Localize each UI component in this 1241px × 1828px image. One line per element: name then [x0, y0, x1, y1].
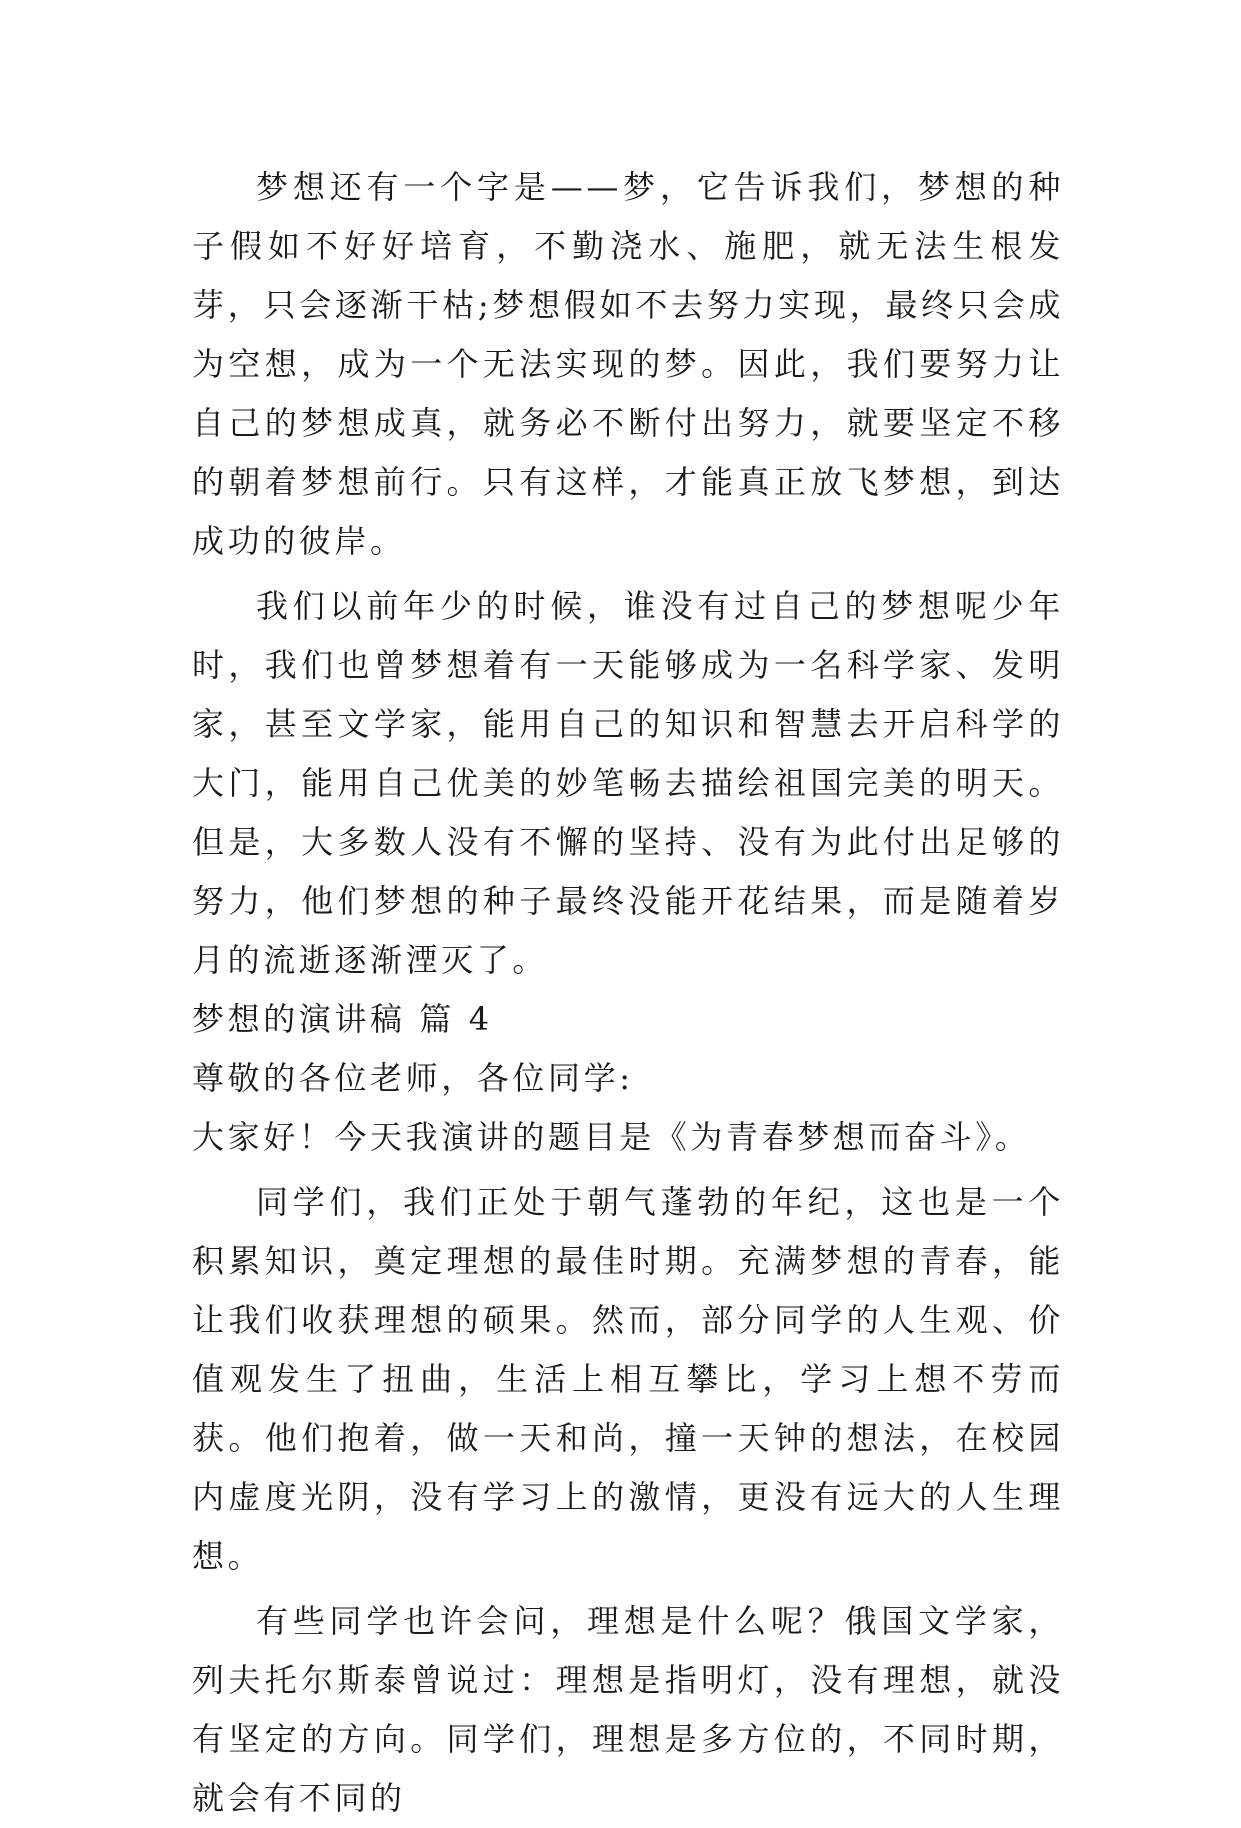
document-body — [192, 158, 1064, 1828]
intro-line: 大家好！今天我演讲的题目是《为青春梦想而奋斗》。 — [192, 1118, 1031, 1156]
paragraph: 有些同学也许会问，理想是什么呢？俄国文学家，列夫托尔斯泰曾说过：理想是指明灯，没有理想，就没有坚定的方向。同学们，理想是多方位的，不同时期，就会有不同的 — [192, 1602, 1064, 1817]
greeting: 尊敬的各位老师，各位同学: — [192, 1059, 634, 1097]
paragraph: 我们以前年少的时候，谁没有过自己的梦想呢少年时，我们也曾梦想着有一天能够成为一名科学家、发明家，甚至文学家，能用自己的知识和智慧去开启科学的大门，能用自己优美的妙笔畅去描绘祖国完美的明天。但是，大多数人没有不懈的坚持、没有为此付出足够的努力，他们梦想的种子最终没能开花结果，而是随着岁月的流逝逐渐湮灭了。 — [192, 587, 1064, 979]
paragraph: 同学们，我们正处于朝气蓬勃的年纪，这也是一个积累知识，奠定理想的最佳时期。充满梦想的青春，能让我们收获理想的硕果。然而，部分同学的人生观、价值观发生了扭曲，生活上相互攀比，学习上想不劳而获。他们抱着，做一天和尚，撞一天钟的想法，在校园内虚度光阴，没有学习上的激情，更没有远大的人生理想。 — [192, 1183, 1064, 1575]
section-title: 梦想的演讲稿 篇 4 — [192, 1000, 493, 1038]
paragraph: 梦想还有一个字是——梦，它告诉我们，梦想的种子假如不好好培育，不勤浇水、施肥，就无法生根发芽，只会逐渐干枯;梦想假如不去努力实现，最终只会成为空想，成为一个无法实现的梦。因此，我们要努力让自己的梦想成真，就务必不断付出努力，就要坚定不移的朝着梦想前行。只有这样，才能真正放飞梦想，到达成功的彼岸。 — [192, 168, 1064, 560]
